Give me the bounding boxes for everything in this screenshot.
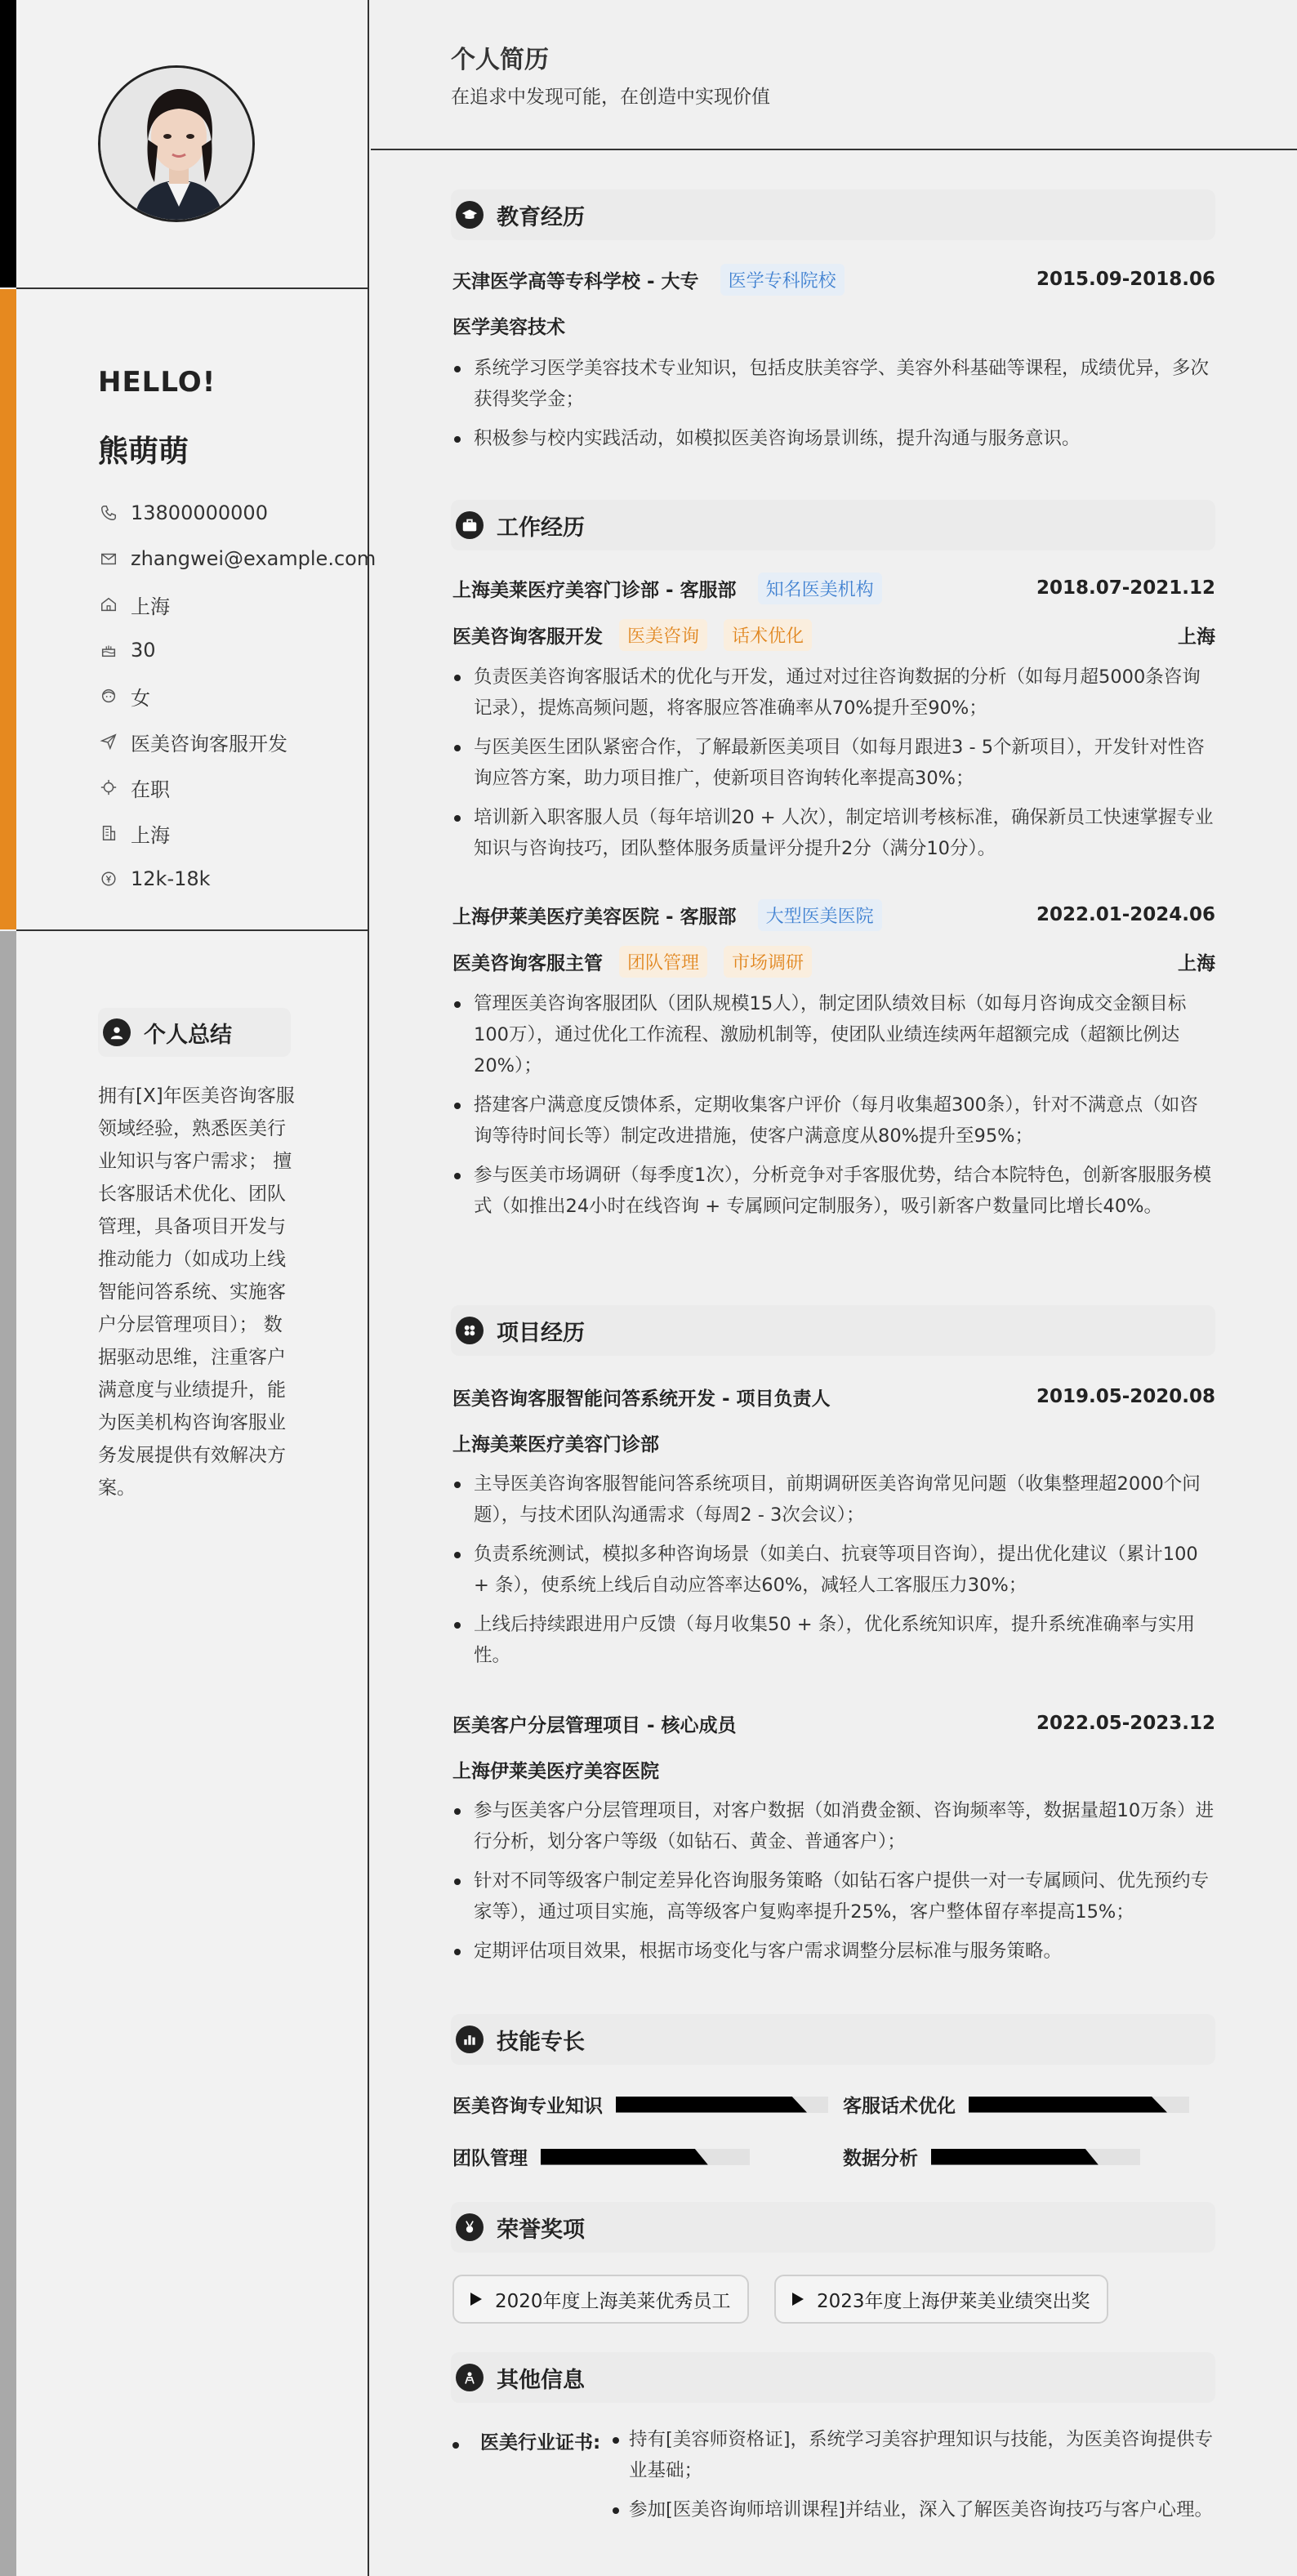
grid-icon	[456, 1317, 484, 1344]
role-tag: 话术优化	[724, 619, 812, 651]
job-role: 医美咨询客服主管	[452, 952, 603, 974]
list-item: 管理医美咨询客服团队（团队规模15人），制定团队绩效目标（如每月咨询成交金额目标100万），通过优化工作流程、激励机制等，使团队业绩连续两年超额完成（超额比例达20%）；	[452, 988, 1215, 1081]
work-heading	[451, 500, 1215, 550]
sidebar-divider	[16, 287, 369, 289]
home-icon	[98, 594, 119, 615]
award-label: 2023年度上海伊莱美业绩突出奖	[817, 2290, 1090, 2312]
sidebar	[0, 0, 377, 2576]
skill-item	[452, 2091, 828, 2118]
education-title: 教育经历	[497, 204, 585, 230]
skill-label: 数据分析	[843, 2148, 918, 2169]
info-city	[98, 810, 376, 856]
summary-heading	[98, 1008, 291, 1057]
major: 医学美容技术	[452, 317, 565, 338]
briefcase-icon	[456, 511, 484, 539]
list-item: 积极参与校内实践活动，如模拟医美咨询场景训练，提升沟通与服务意识。	[452, 423, 1215, 454]
person-icon	[103, 1018, 131, 1046]
job-company: 上海美莱医疗美容门诊部 - 客服部	[452, 579, 737, 601]
skill-label: 客服话术优化	[843, 2096, 956, 2117]
accent-strip-orange	[0, 289, 16, 929]
salary-icon	[98, 868, 119, 889]
job-period: 2018.07-2021.12	[1036, 577, 1215, 599]
skill-fill	[931, 2149, 1099, 2165]
job-role: 医美咨询客服开发	[452, 626, 603, 648]
other-heading	[451, 2352, 1215, 2403]
play-icon	[792, 2293, 804, 2306]
skills-heading	[451, 2014, 1215, 2065]
project-bullets	[452, 1795, 1215, 1975]
project-org: 上海伊莱美医疗美容医院	[452, 1761, 659, 1782]
education-heading	[451, 189, 1215, 240]
project-row	[452, 1380, 1215, 1413]
job-period: 2022.01-2024.06	[1036, 904, 1215, 925]
graduation-cap-icon	[456, 201, 484, 229]
list-item: 与医美医生团队紧密合作，了解最新医美项目（如每月跟进3 - 5个新项目），开发针对性咨询应答方案，助力项目推广，使新项目咨询转化率提高30%；	[452, 732, 1215, 794]
education-row	[452, 263, 1215, 296]
list-item: 参与医美客户分层管理项目，对客户数据（如消费金额、咨询频率等，数据量超10万条）进行分析，划分客户等级（如钻石、黄金、普通客户）；	[452, 1795, 1215, 1857]
status-icon	[98, 777, 119, 798]
list-item: 搭建客户满意度反馈体系，定期收集客户评价（每月收集超300条），针对不满意点（如咨询等待时间长等）制定改进措施，使客户满意度从80%提升至95%；	[452, 1090, 1215, 1152]
projects-title: 项目经历	[497, 1320, 585, 1346]
job-city: 上海	[1178, 952, 1215, 974]
job-row	[452, 572, 1215, 604]
info-age	[98, 627, 376, 673]
info-intent	[98, 719, 376, 764]
award-label: 2020年度上海美莱优秀员工	[495, 2290, 731, 2312]
other-key: 医美行业证书:	[480, 2432, 601, 2453]
info-gender	[98, 673, 376, 719]
person-name: 熊萌萌	[98, 434, 189, 469]
header-divider	[371, 149, 1297, 150]
building-icon	[98, 822, 119, 844]
school-tag: 医学专科院校	[720, 264, 845, 296]
status-value: 在职	[131, 778, 170, 801]
medal-icon	[456, 2213, 484, 2241]
main-content	[371, 0, 1297, 2576]
company-tag: 大型医美医院	[758, 899, 882, 931]
avatar	[98, 65, 255, 222]
skill-item	[452, 2143, 750, 2170]
role-tag: 团队管理	[619, 946, 707, 978]
skill-fill	[541, 2149, 708, 2165]
info-location	[98, 582, 376, 627]
list-item: 系统学习医学美容技术专业知识，包括皮肤美容学、美容外科基础等课程，成绩优异，多次获得奖学金；	[452, 353, 1215, 415]
info-phone	[98, 490, 376, 536]
list-item: 定期评估项目效果，根据市场变化与客户需求调整分层标准与服务策略。	[452, 1936, 1215, 1967]
school-name: 天津医学高等专科学校 - 大专	[452, 270, 699, 292]
summary-title: 个人总结	[144, 1022, 232, 1048]
skill-label: 医美咨询专业知识	[452, 2096, 603, 2117]
cake-icon	[98, 640, 119, 661]
project-row	[452, 1707, 1215, 1740]
sidebar-divider	[16, 929, 369, 931]
education-bullets	[452, 353, 1215, 462]
info-salary	[98, 856, 376, 902]
list-item: 主导医美咨询客服智能问答系统项目，前期调研医美咨询常见问题（收集整理超2000个问题），与技术团队沟通需求（每周2 - 3次会议）；	[452, 1468, 1215, 1531]
user-badge-icon	[456, 2364, 484, 2391]
role-tag: 医美咨询	[619, 619, 707, 651]
page-title: 个人简历	[451, 46, 549, 74]
intent-value: 医美咨询客服开发	[131, 732, 287, 755]
salary-value: 12k-18k	[131, 867, 211, 890]
contact-info-list	[98, 490, 376, 902]
job-bullets	[452, 662, 1215, 872]
other-bullets	[608, 2424, 1215, 2534]
skill-bar	[616, 2097, 828, 2113]
gender-icon	[98, 685, 119, 706]
education-period: 2015.09-2018.06	[1036, 269, 1215, 290]
award-item	[774, 2275, 1108, 2324]
skill-bar	[541, 2149, 750, 2165]
project-bullets	[452, 1468, 1215, 1679]
gender-value: 女	[131, 686, 150, 710]
skill-item	[843, 2143, 1140, 2170]
list-item: 针对不同等级客户制定差异化咨询服务策略（如钻石客户提供一对一专属顾问、优先预约专家等），通过项目实施，高等级客户复购率提升25%，客户整体留存率提高15%；	[452, 1865, 1215, 1928]
job-role-row	[452, 945, 1215, 978]
send-icon	[98, 731, 119, 752]
list-item: 参加[医美咨询师培训课程]并结业，深入了解医美咨询技巧与客户心理。	[608, 2494, 1215, 2525]
hello-heading: HELLO!	[98, 366, 216, 399]
role-tag: 市场调研	[724, 946, 812, 978]
list-item: 培训新入职客服人员（每年培训20 + 人次），制定培训考核标准，确保新员工快速掌握专业知识与咨询技巧，团队整体服务质量评分提升2分（满分10分）。	[452, 802, 1215, 864]
info-status	[98, 764, 376, 810]
summary-text: 拥有[X]年医美咨询客服领域经验，熟悉医美行业知识与客户需求； 擅长客服话术优化、团队管理，具备项目开发与推动能力（如成功上线智能问答系统、实施客户分层管理项目）； 数据驱动思维，注重客户满意度与业绩提升，能为医美机构咨询客服业务发展提供有效解决方案。	[98, 1085, 295, 1499]
project-name: 医美咨询客服智能问答系统开发 - 项目负责人	[452, 1388, 831, 1410]
email-value[interactable]: zhangwei@example.com	[131, 547, 377, 570]
accent-strip-gray	[0, 931, 16, 2576]
job-role-row	[452, 618, 1215, 651]
info-email	[98, 536, 376, 582]
award-item	[452, 2275, 749, 2324]
list-item: 参与医美市场调研（每季度1次），分析竞争对手客服优势，结合本院特色，创新客服服务模式（如推出24小时在线咨询 + 专属顾问定制服务），吸引新客户数量同比增长40%。	[452, 1160, 1215, 1222]
awards-heading	[451, 2202, 1215, 2253]
project-period: 2019.05-2020.08	[1036, 1386, 1215, 1407]
list-item: 上线后持续跟进用户反馈（每月收集50 + 条），优化系统知识库，提升系统准确率与实用性。	[452, 1609, 1215, 1671]
play-icon	[470, 2293, 482, 2306]
bullet-dot	[452, 2442, 459, 2449]
skill-fill	[616, 2097, 807, 2113]
skill-label: 团队管理	[452, 2148, 528, 2169]
location-value: 上海	[131, 595, 170, 618]
accent-strip-black	[0, 0, 16, 287]
project-period: 2022.05-2023.12	[1036, 1713, 1215, 1734]
list-item: 负责系统测试，模拟多种咨询场景（如美白、抗衰等项目咨询），提出优化建议（累计100 + 条），使系统上线后自动应答率达60%，减轻人工客服压力30%；	[452, 1539, 1215, 1601]
job-bullets	[452, 988, 1215, 1230]
other-title: 其他信息	[497, 2367, 585, 2393]
phone-icon	[98, 502, 119, 524]
skill-item	[843, 2091, 1189, 2118]
projects-heading	[451, 1305, 1215, 1356]
project-org: 上海美莱医疗美容门诊部	[452, 1434, 659, 1455]
job-company: 上海伊莱美医疗美容医院 - 客服部	[452, 906, 737, 928]
list-item: 负责医美咨询客服话术的优化与开发，通过对过往咨询数据的分析（如每月超5000条咨询记录），提炼高频问题，将客服应答准确率从70%提升至90%；	[452, 662, 1215, 724]
job-city: 上海	[1178, 626, 1215, 648]
phone-value[interactable]: 13800000000	[131, 501, 268, 524]
awards-title: 荣誉奖项	[497, 2217, 585, 2243]
skill-bar	[969, 2097, 1189, 2113]
project-name: 医美客户分层管理项目 - 核心成员	[452, 1714, 737, 1736]
page-subtitle: 在追求中发现可能，在创造中实现价值	[451, 87, 770, 108]
skills-title: 技能专长	[497, 2029, 585, 2055]
company-tag: 知名医美机构	[758, 573, 882, 604]
job-row	[452, 898, 1215, 931]
bar-chart-icon	[456, 2026, 484, 2053]
list-item: 持有[美容师资格证]，系统学习美容护理知识与技能，为医美咨询提供专业基础；	[608, 2424, 1215, 2486]
mail-icon	[98, 548, 119, 569]
skill-bar	[931, 2149, 1140, 2165]
work-title: 工作经历	[497, 515, 585, 541]
skill-fill	[969, 2097, 1167, 2113]
city-value: 上海	[131, 823, 170, 847]
age-value: 30	[131, 639, 156, 662]
